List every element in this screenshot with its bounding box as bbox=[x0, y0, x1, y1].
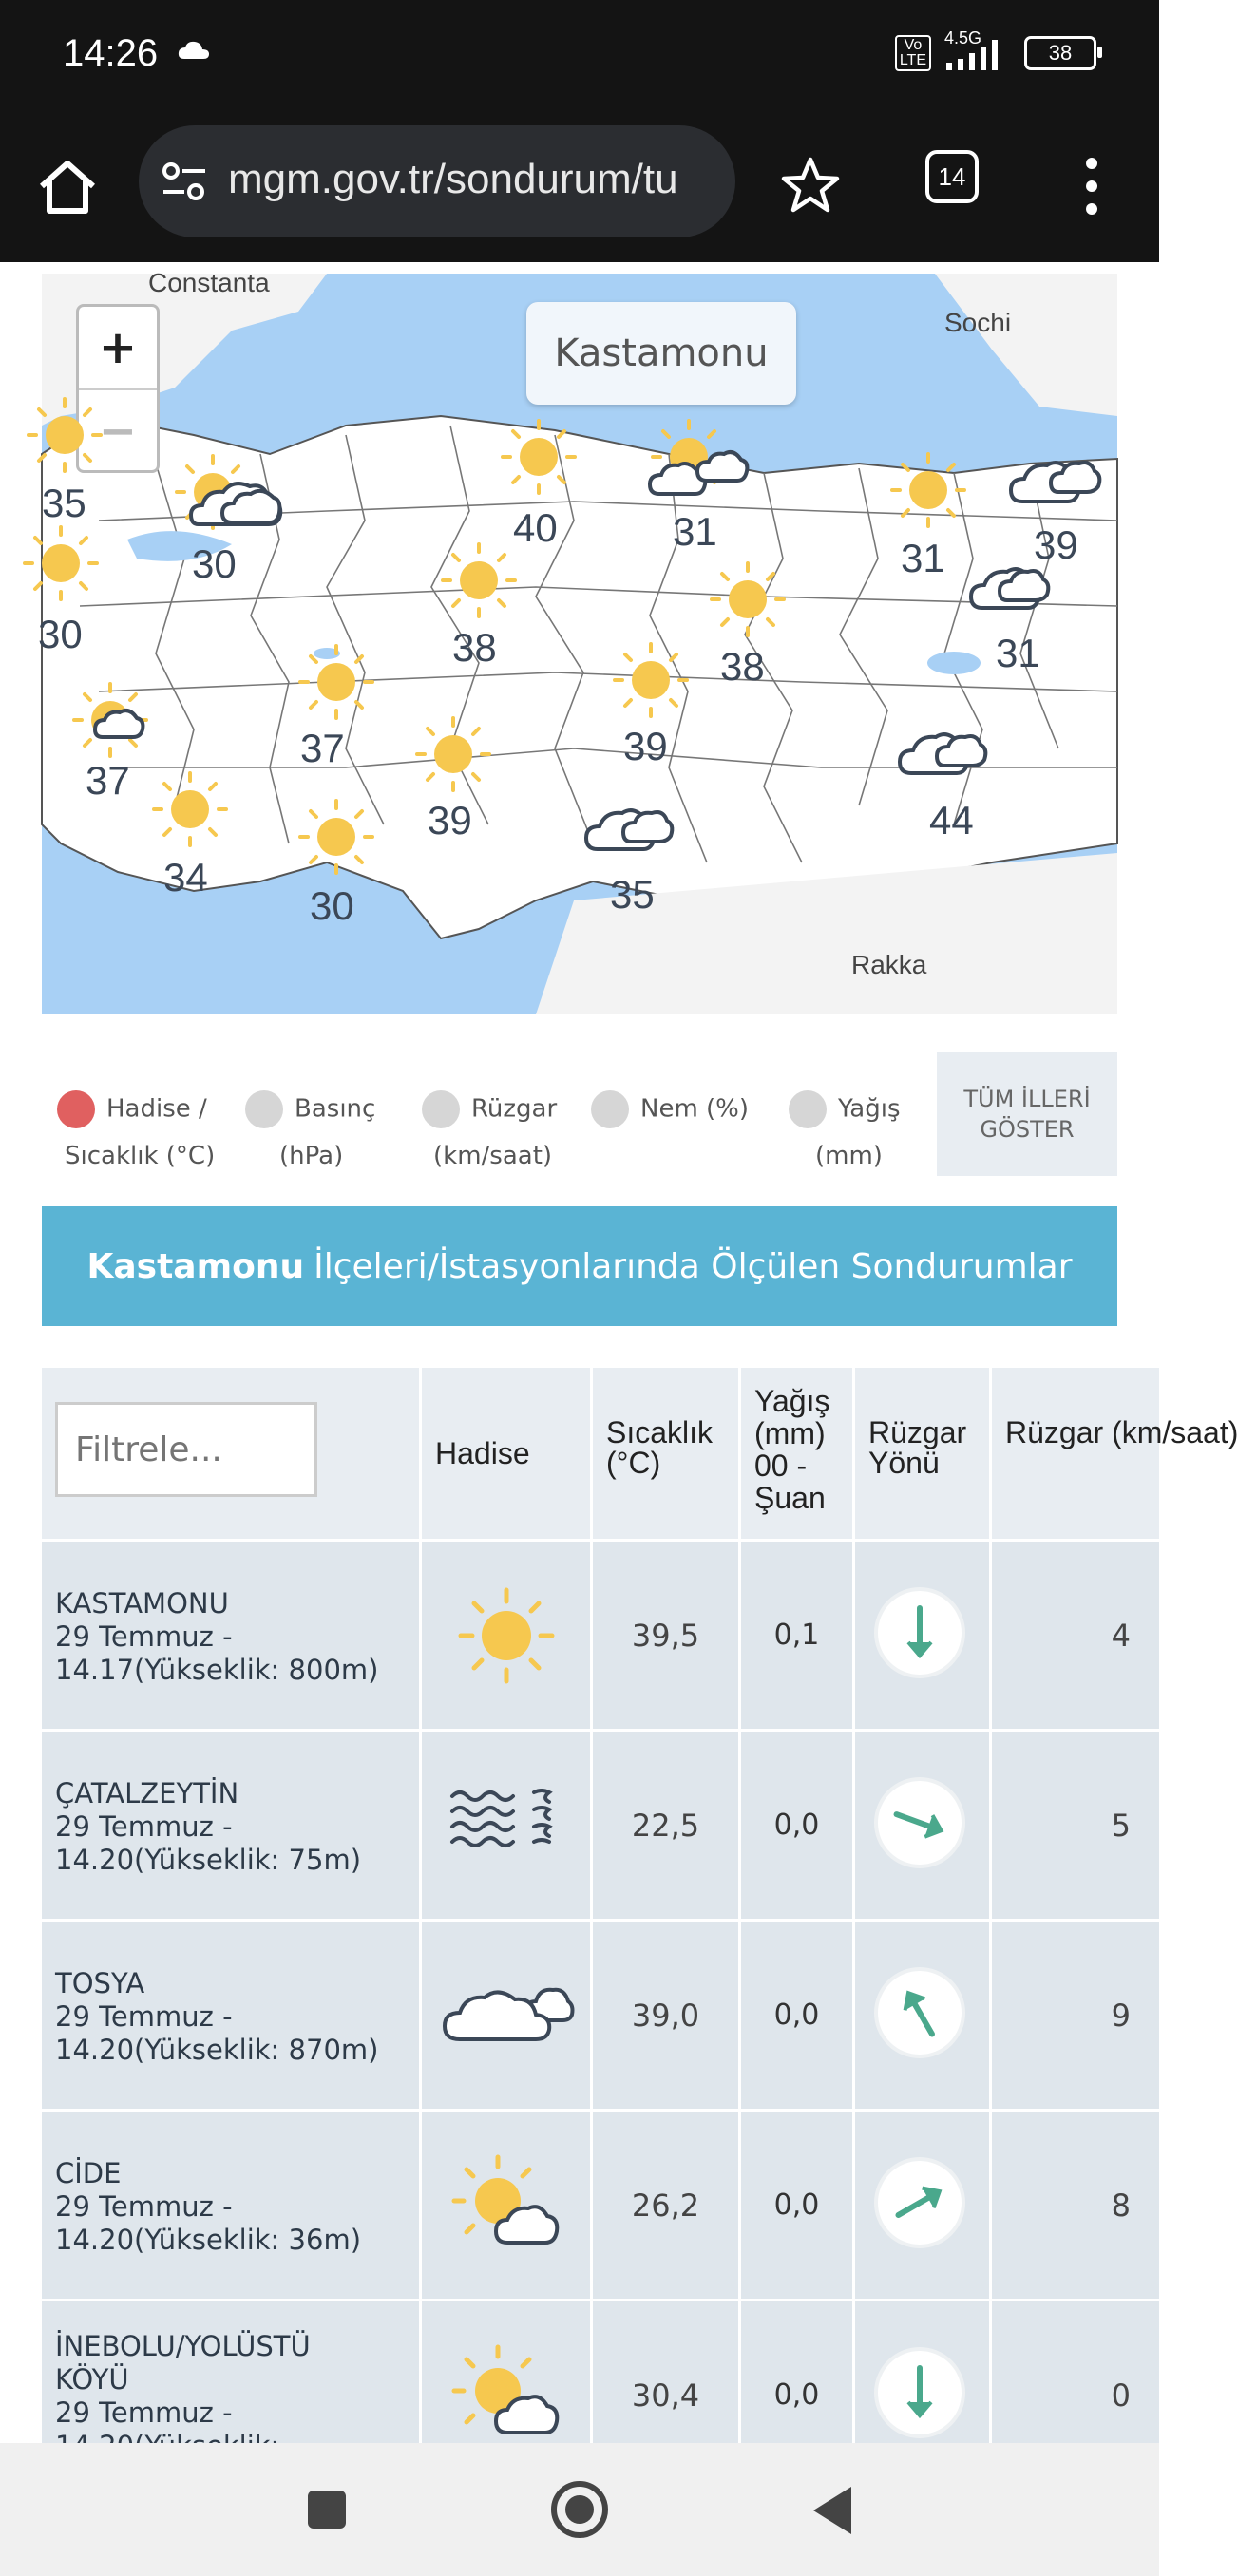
temp-cell: 26,2 bbox=[593, 2112, 741, 2299]
map-temp: 30 bbox=[310, 883, 354, 928]
map-city-tooltip: Kastamonu bbox=[526, 302, 796, 405]
legend-hadise[interactable]: Hadise / bbox=[57, 1090, 207, 1128]
wind-speed-cell bbox=[992, 1732, 1159, 1919]
header-ruzgar-yonu[interactable]: Rüzgar Yönü bbox=[855, 1368, 992, 1539]
map-temp: 35 bbox=[610, 872, 655, 917]
station-cell bbox=[42, 1922, 422, 2109]
wind-direction-compass bbox=[874, 1587, 965, 1678]
map-label-rakka: Rakka bbox=[851, 950, 927, 979]
status-time: 14:26 bbox=[63, 32, 159, 74]
table-header bbox=[42, 1368, 1238, 1539]
home-circle-icon[interactable] bbox=[549, 2479, 610, 2540]
map-temp: 38 bbox=[452, 625, 497, 670]
legend-sub: (hPa) bbox=[279, 1142, 344, 1170]
map-temp: 38 bbox=[720, 644, 765, 689]
network-type: 4.5G bbox=[944, 28, 982, 47]
map-temp: 31 bbox=[673, 509, 717, 554]
map-temp: 39 bbox=[1034, 522, 1078, 567]
header-hadise[interactable]: Hadise bbox=[422, 1368, 593, 1539]
station-detail: 14.20(Yükseklik: 36m) bbox=[55, 2224, 362, 2256]
observations-table bbox=[42, 1368, 1238, 2441]
station-date: 29 Temmuz - bbox=[55, 2000, 233, 2033]
partly-cloudy-icon bbox=[450, 2343, 564, 2448]
station-name: İNEBOLU/YOLÜSTÜ KÖYÜ bbox=[55, 2330, 311, 2396]
station-cell bbox=[42, 2112, 422, 2299]
rain-cell: 0,0 bbox=[741, 1732, 855, 1919]
map-temp: 44 bbox=[929, 798, 974, 843]
battery-level: 38 bbox=[1048, 41, 1073, 65]
wind-direction-compass bbox=[874, 1777, 965, 1868]
map-temp: 39 bbox=[623, 724, 668, 768]
station-cell bbox=[42, 1542, 422, 1729]
header-filter-cell bbox=[42, 1368, 422, 1539]
zoom-in-button[interactable]: + bbox=[79, 307, 157, 390]
station-name: KASTAMONU bbox=[55, 1587, 229, 1619]
back-triangle-icon[interactable] bbox=[809, 2485, 855, 2536]
temp-cell: 39,5 bbox=[593, 1542, 741, 1729]
map-temp: 30 bbox=[38, 612, 83, 656]
legend-radio[interactable] bbox=[422, 1090, 460, 1128]
wind-direction-compass bbox=[874, 1967, 965, 2058]
temp-cell: 39,0 bbox=[593, 1922, 741, 2109]
status-bar bbox=[0, 0, 1159, 112]
wind-speed: 5 bbox=[1111, 1807, 1131, 1844]
wind-dir-cell bbox=[855, 1922, 992, 2109]
wind-speed: 4 bbox=[1111, 1617, 1131, 1654]
wind-speed: 0 bbox=[1111, 2377, 1131, 2414]
hadise-cell bbox=[422, 1922, 593, 2109]
wind-speed: 9 bbox=[1111, 1997, 1131, 2034]
temp-cell: 22,5 bbox=[593, 1732, 741, 1919]
address-bar[interactable] bbox=[139, 125, 735, 237]
legend-radio-active[interactable] bbox=[57, 1090, 95, 1128]
map-label-constanta: Constanta bbox=[148, 268, 270, 297]
zoom-out-button[interactable]: − bbox=[98, 405, 138, 458]
station-detail: 14.20(Yükseklik: 75m) bbox=[55, 1844, 362, 1876]
partly-cloudy-icon bbox=[450, 2153, 564, 2258]
wind-speed: 8 bbox=[1111, 2187, 1131, 2224]
map-temp: 40 bbox=[513, 505, 558, 550]
browser-toolbar bbox=[0, 112, 1159, 262]
banner-text: İlçeleri/İstasyonlarında Ölçülen Sondurumlar bbox=[314, 1246, 1073, 1286]
arrow-southeast-icon bbox=[878, 1781, 962, 1865]
signal-icon bbox=[944, 28, 1011, 72]
map-temp: 34 bbox=[163, 855, 208, 900]
hadise-cell bbox=[422, 1542, 593, 1729]
status-right bbox=[895, 28, 1096, 72]
header-yagis[interactable]: Yağış (mm) 00 - Şuan bbox=[741, 1368, 855, 1539]
legend-sub: (km/saat) bbox=[433, 1142, 553, 1170]
cloud-icon bbox=[441, 1977, 574, 2053]
map-label-sochi: Sochi bbox=[944, 308, 1012, 337]
rain-cell: 0,1 bbox=[741, 1542, 855, 1729]
station-date: 29 Temmuz - bbox=[55, 1620, 233, 1653]
table-row[interactable] bbox=[42, 1539, 1159, 1729]
rain-cell: 0,0 bbox=[741, 2112, 855, 2299]
table-row[interactable] bbox=[42, 2109, 1159, 2299]
volte-badge: Vo LTE bbox=[895, 35, 931, 71]
rain-cell: 0,0 bbox=[741, 1922, 855, 2109]
arrow-down-icon bbox=[878, 2351, 962, 2434]
weather-map[interactable] bbox=[38, 268, 1117, 1014]
sun-icon bbox=[454, 1583, 559, 1688]
map-cloud-icons bbox=[42, 274, 1117, 1014]
wind-direction-compass bbox=[874, 2347, 965, 2438]
legend-radio[interactable] bbox=[789, 1090, 827, 1128]
map-temp: 35 bbox=[42, 481, 86, 525]
map-temp: 31 bbox=[901, 536, 945, 580]
battery-icon bbox=[1024, 36, 1096, 70]
filter-input[interactable] bbox=[55, 1402, 317, 1497]
site-settings-icon[interactable] bbox=[160, 158, 209, 205]
table-row[interactable] bbox=[42, 1919, 1159, 2109]
temp-cell: 30,4 bbox=[593, 2301, 741, 2489]
station-detail: 14.20(Yükseklik: 870m) bbox=[55, 2034, 379, 2066]
station-name: TOSYA bbox=[55, 1967, 145, 1999]
map-legend bbox=[42, 1052, 1117, 1182]
legend-ruzgar[interactable]: Rüzgar bbox=[422, 1090, 557, 1128]
station-detail: 14.17(Yükseklik: 800m) bbox=[55, 1654, 379, 1686]
show-all-provinces-button[interactable]: TÜM İLLERİ GÖSTER bbox=[937, 1052, 1117, 1176]
header-sicaklik[interactable]: Sıcaklık (°C) bbox=[593, 1368, 741, 1539]
url-text[interactable]: mgm.gov.tr/sondurum/tu bbox=[228, 156, 678, 202]
arrow-northeast-icon bbox=[878, 2161, 962, 2245]
map-temp: 37 bbox=[86, 758, 130, 803]
wind-speed-cell bbox=[992, 1542, 1159, 1729]
legend-nem[interactable]: Nem (%) bbox=[591, 1090, 749, 1128]
map-temp: 31 bbox=[996, 631, 1040, 675]
system-nav-bar bbox=[0, 2443, 1159, 2576]
legend-basinc[interactable]: Basınç bbox=[245, 1090, 375, 1128]
wind-dir-cell bbox=[855, 2112, 992, 2299]
hadise-cell bbox=[422, 2112, 593, 2299]
arrow-down-icon bbox=[878, 1591, 962, 1675]
station-cell bbox=[42, 1732, 422, 1919]
legend-yagis[interactable]: Yağış bbox=[789, 1090, 901, 1128]
map-temp: 30 bbox=[192, 541, 237, 586]
hadise-cell bbox=[422, 1732, 593, 1919]
more-menu-icon[interactable] bbox=[1077, 154, 1106, 220]
station-name: ÇATALZEYTİN bbox=[55, 1777, 239, 1809]
home-icon[interactable] bbox=[34, 154, 101, 220]
haze-icon bbox=[450, 1787, 564, 1863]
header-ruzgar-hiz[interactable]: Rüzgar (km/saat) bbox=[992, 1368, 1159, 1539]
banner-city: Kastamonu bbox=[86, 1246, 305, 1286]
rain-cell: 0,0 bbox=[741, 2301, 855, 2489]
legend-sub: (mm) bbox=[815, 1142, 883, 1170]
map-temp: 39 bbox=[428, 798, 472, 843]
cloud-status-icon bbox=[177, 40, 211, 61]
station-name: CİDE bbox=[55, 2157, 122, 2189]
recents-square-icon[interactable] bbox=[306, 2489, 348, 2530]
station-date: 29 Temmuz - bbox=[55, 2190, 233, 2223]
tab-switcher-button[interactable]: 14 bbox=[925, 150, 979, 203]
legend-sub: Sıcaklık (°C) bbox=[65, 1142, 216, 1170]
wind-speed-cell bbox=[992, 2112, 1159, 2299]
bookmark-star-icon[interactable] bbox=[777, 152, 844, 218]
station-date: 29 Temmuz - bbox=[55, 1810, 233, 1843]
legend-radio[interactable] bbox=[245, 1090, 283, 1128]
wind-speed-cell bbox=[992, 1922, 1159, 2109]
station-date: 29 Temmuz - bbox=[55, 2396, 233, 2429]
legend-radio[interactable] bbox=[591, 1090, 629, 1128]
wind-direction-compass bbox=[874, 2157, 965, 2248]
table-row[interactable] bbox=[42, 1729, 1159, 1919]
map-temp: 37 bbox=[300, 726, 345, 770]
wind-dir-cell bbox=[855, 1542, 992, 1729]
section-banner bbox=[42, 1206, 1117, 1326]
arrow-northwest-icon bbox=[878, 1971, 962, 2055]
wind-dir-cell bbox=[855, 1732, 992, 1919]
